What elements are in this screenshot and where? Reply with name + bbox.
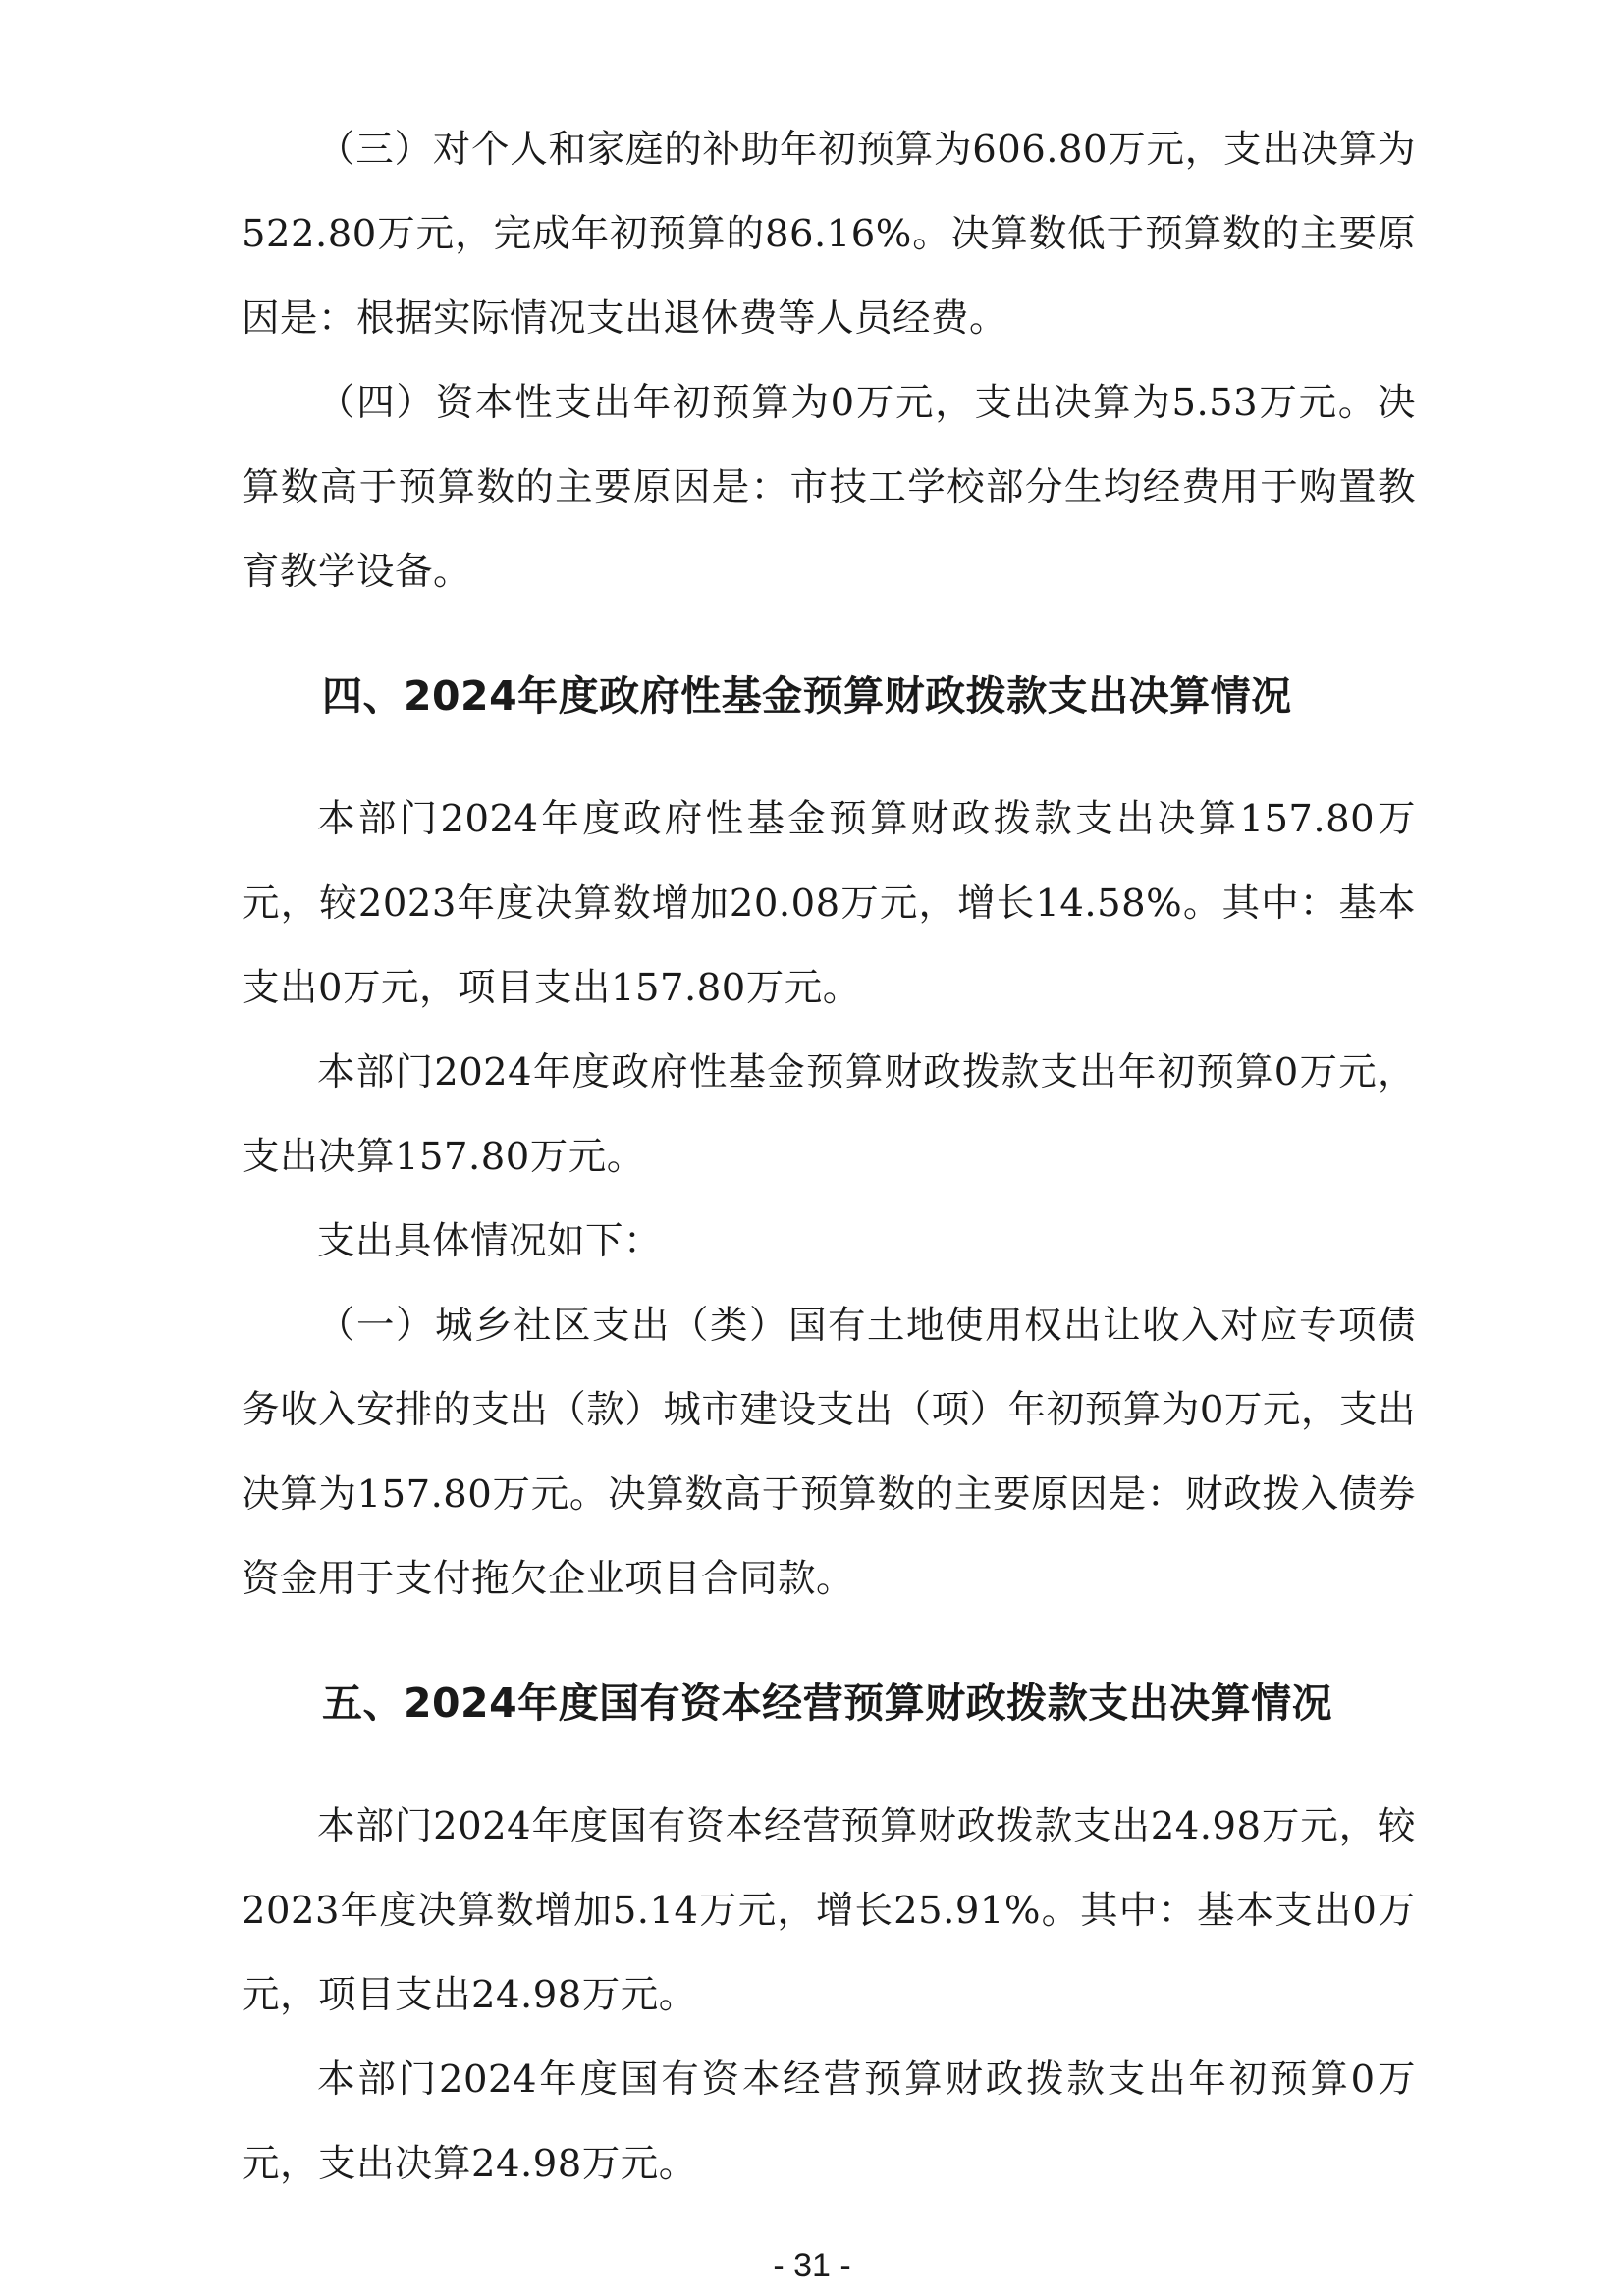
paragraph-state-capital-budget: 本部门2024年度国有资本经营预算财政拨款支出年初预算0万元，支出决算24.98万元。 <box>242 2057 1416 2186</box>
section-heading-state-capital: 五、2024年度国有资本经营预算财政拨款支出决算情况 <box>322 1680 1333 1727</box>
paragraph-expenditure-details-intro: 支出具体情况如下： <box>317 1219 663 1263</box>
paragraph-capital-expenditure: （四）资本性支出年初预算为0万元，支出决算为5.53万元。决算数高于预算数的主要原因是：市技工学校部分生均经费用于购置教育教学设备。 <box>242 381 1416 594</box>
page-number: - 31 - <box>773 2247 851 2284</box>
paragraph-state-capital-total: 本部门2024年度国有资本经营预算财政拨款支出24.98万元，较2023年度决算数增加5.14万元，增长25.91%。其中：基本支出0万元，项目支出24.98万元。 <box>242 1804 1416 2017</box>
section-heading-government-fund: 四、2024年度政府性基金预算财政拨款支出决算情况 <box>322 672 1292 720</box>
paragraph-urban-rural-expenditure: （一）城乡社区支出（类）国有土地使用权出让收入对应专项债务收入安排的支出（款）城市建设支出（项）年初预算为0万元，支出决算为157.80万元。决算数高于预算数的主要原因是：财政拨入债券资金用于支付拖欠企业项目合同款。 <box>242 1304 1416 1601</box>
page-body <box>242 108 1416 2207</box>
paragraph-gov-fund-budget: 本部门2024年度政府性基金预算财政拨款支出年初预算0万元，支出决算157.80万元。 <box>242 1050 1416 1179</box>
paragraph-gov-fund-total: 本部门2024年度政府性基金预算财政拨款支出决算157.80万元，较2023年度决算数增加20.08万元，增长14.58%。其中：基本支出0万元，项目支出157.80万元。 <box>242 797 1416 1010</box>
paragraph-personal-family-subsidy: （三）对个人和家庭的补助年初预算为606.80万元，支出决算为522.80万元，完成年初预算的86.16%。决算数低于预算数的主要原因是：根据实际情况支出退休费等人员经费。 <box>242 128 1416 341</box>
